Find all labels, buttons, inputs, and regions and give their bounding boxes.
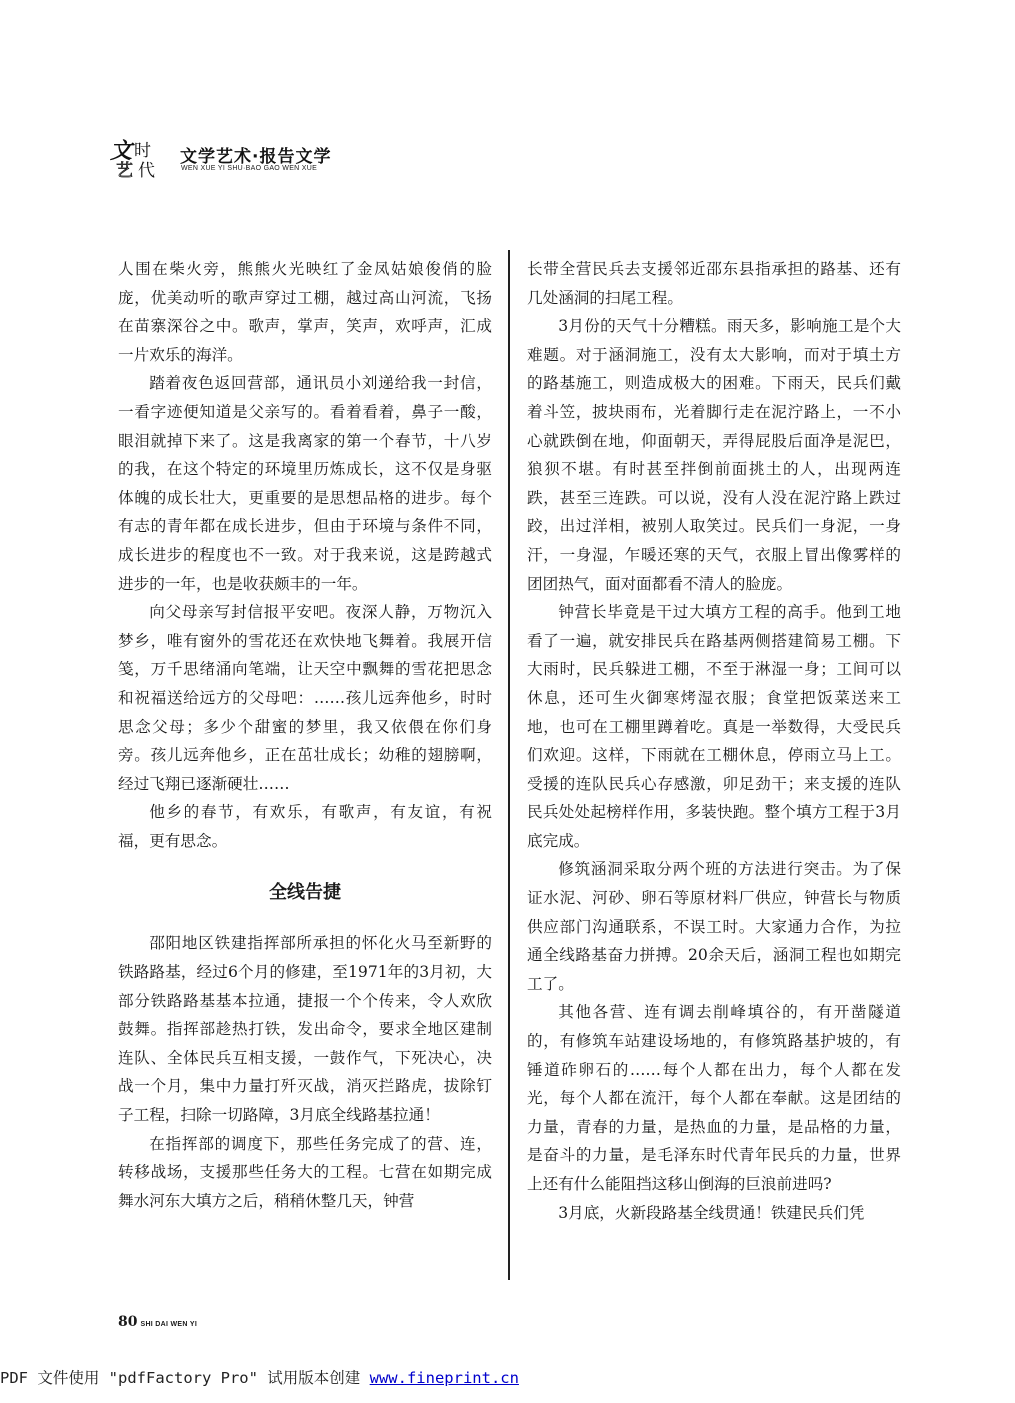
paragraph: 钟营长毕竟是干过大填方工程的高手。他到工地看了一遍，就安排民兵在路基两侧搭建简易工棚。下大雨时，民兵躲进工棚，不至于淋湿一身；工间可以休息，还可生火御寒烤湿衣服；食堂把饭菜送来工地，也可在工棚里蹲着吃。真是一举数得，大受民兵们欢迎。这样，下雨就在工棚休息，停雨立马上工。受援的连队民兵心存感激，卯足劲干；来支援的连队民兵处处起榜样作用，多装快跑。整个填方工程于3月底完成。 [527, 603, 901, 850]
header-subtitle: WEN XUE YI SHU·BAO GAO WEN XUE [181, 165, 318, 172]
paragraph: 邵阳地区铁建指挥部所承担的怀化火马至新野的铁路路基，经过6个月的修建，至1971年的3月初，大部分铁路路基基本拉通，捷报一个个传来，令人欢欣鼓舞。指挥部趁热打铁，发出命令，要求全地区建制连队、全体民兵互相支援，一鼓作气，下死决心，决战一个月，集中力量打歼灭战，消灭拦路虎，拔除钉子工程，扫除一切路障，3月底全线路基拉通！ [118, 934, 492, 1125]
paragraph: 人围在柴火旁，熊熊火光映红了金凤姑娘俊俏的脸庞，优美动听的歌声穿过工棚，越过高山河流，飞扬在苗寨深谷之中。歌声，掌声，笑声，欢呼声，汇成一片欢乐的海洋。 [118, 260, 492, 364]
watermark-text: PDF 文件使用 "pdfFactory Pro" 试用版本创建 [0, 1369, 370, 1387]
page-footer [118, 1311, 197, 1330]
svg-text:文: 文 [110, 138, 133, 164]
svg-text:艺: 艺 [116, 161, 133, 178]
column-divider [508, 250, 510, 1280]
left-column [118, 255, 492, 1215]
right-column [527, 255, 901, 1227]
pdf-watermark [0, 1366, 519, 1388]
svg-text:代: 代 [138, 161, 155, 178]
magazine-header [108, 138, 368, 178]
paragraph: 3月底，火新段路基全线贯通！铁建民兵们凭 [558, 1203, 865, 1222]
paragraph: 向父母亲写封信报平安吧。夜深人静，万物沉入梦乡，唯有窗外的雪花还在欢快地飞舞着。我展开信笺，万千思绪涌向笔端，让天空中飘舞的雪花把思念和祝福送给远方的父母吧：……孩儿远奔他乡，时时思念父母；多少个甜蜜的梦里，我又依偎在你们身旁。孩儿远奔他乡，正在茁壮成长；幼稚的翅膀啊，经过飞翔已逐渐硬壮…… [118, 603, 492, 793]
magazine-logo [108, 138, 176, 178]
watermark-link[interactable]: www.fineprint.cn [369, 1369, 519, 1387]
paragraph: 在指挥部的调度下，那些任务完成了的营、连，转移战场，支援那些任务大的工程。七营在如期完成舞水河东大填方之后，稍稍休整几天，钟营 [118, 1134, 492, 1210]
section-heading: 全线告捷 [269, 882, 341, 904]
footer-magazine-name: SHI DAI WEN YI [140, 1321, 198, 1328]
paragraph: 其他各营、连有调去削峰填谷的，有开凿隧道的，有修筑车站建设场地的，有修筑路基护坡的，有锤道砟卵石的……每个人都在出力，每个人都在发光，每个人都在流汗，每个人都在奉献。这是团结的力量，青春的力量，是热血的力量，是品格的力量，是奋斗的力量，是毛泽东时代青年民兵的力量，世界上还有什么能阻挡这移山倒海的巨浪前进吗? [527, 1003, 901, 1193]
svg-text:时: 时 [134, 141, 151, 161]
paragraph: 长带全营民兵去支援邻近邵东县指承担的路基、还有几处涵洞的扫尾工程。 [527, 260, 901, 307]
paragraph: 3月份的天气十分糟糕。雨天多，影响施工是个大难题。对于涵洞施工，没有太大影响，而对于填土方的路基施工，则造成极大的困难。下雨天，民兵们戴着斗笠，披块雨布，光着脚行走在泥泞路上，一不小心就跌倒在地，仰面朝天，弄得屁股后面净是泥巴，狼狈不堪。有时甚至拌倒前面挑土的人，出现两连跌，甚至三连跌。可以说，没有人没在泥泞路上跌过跤，出过洋相，被别人取笑过。民兵们一身泥，一身汗，一身湿，乍暖还寒的天气，衣服上冒出像雾样的团团热气，面对面都看不清人的脸庞。 [527, 317, 901, 593]
page-number: 80 [118, 1314, 138, 1330]
paragraph: 踏着夜色返回营部，通讯员小刘递给我一封信，一看字迹便知道是父亲写的。看着看着，鼻子一酸，眼泪就掉下来了。这是我离家的第一个春节，十八岁的我，在这个特定的环境里历炼成长，这不仅是身驱体魄的成长壮大，更重要的是思想品格的进步。每个有志的青年都在成长进步，但由于环境与条件不同，成长进步的程度也不一致。对于我来说，这是跨越式进步的一年，也是收获颇丰的一年。 [118, 374, 492, 593]
header-title: 文学艺术·报告文学 [180, 147, 332, 167]
paragraph: 他乡的春节，有欢乐，有歌声，有友谊，有祝福，更有思念。 [118, 803, 492, 850]
paragraph: 修筑涵洞采取分两个班的方法进行突击。为了保证水泥、河砂、卵石等原材料厂供应，钟营长与物质供应部门沟通联系，不误工时。大家通力合作，为拉通全线路基奋力拼搏。20余天后，涵洞工程也如期完工了。 [527, 860, 901, 993]
